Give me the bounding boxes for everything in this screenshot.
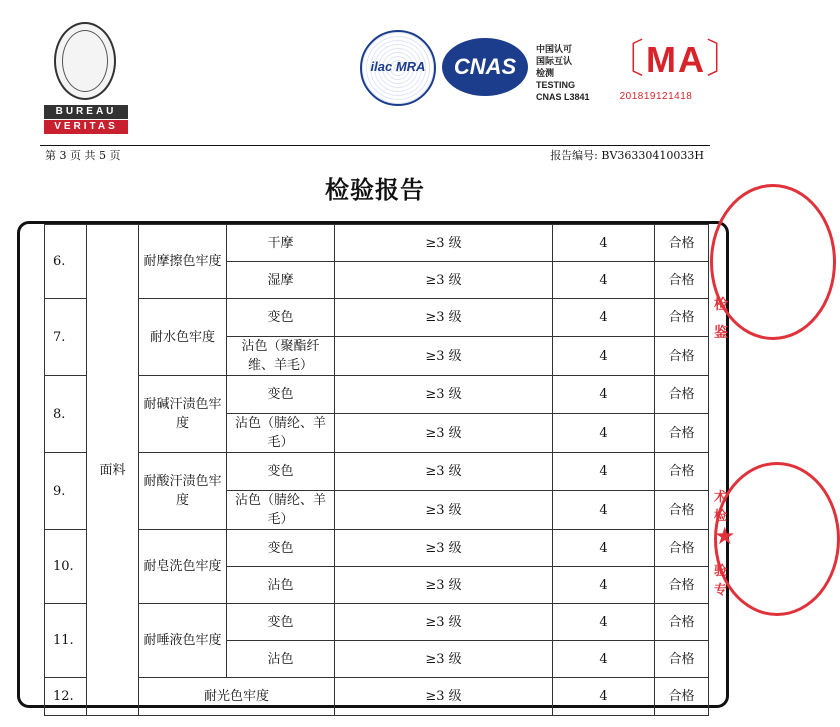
table-row — [45, 376, 709, 414]
test-results-table — [44, 224, 709, 716]
item-number: 11. — [45, 604, 87, 678]
requirement-cell: ≥3 级 — [335, 337, 553, 376]
result-cell: 4 — [553, 262, 655, 299]
requirement-cell: ≥3 级 — [335, 678, 553, 716]
table-row — [45, 299, 709, 337]
requirement-cell: ≥3 级 — [335, 530, 553, 567]
bv-logo-word-top: BUREAU — [44, 105, 128, 119]
item-number: 9. — [45, 453, 87, 530]
table-row — [45, 453, 709, 491]
item-number: 12. — [45, 678, 87, 716]
table-row — [45, 530, 709, 567]
verdict-cell: 合格 — [655, 567, 709, 604]
page-info: 第 3 页 共 5 页 — [45, 149, 121, 162]
condition-cell: 沾色（聚酯纤维、羊毛） — [227, 337, 335, 376]
requirement-cell: ≥3 级 — [335, 376, 553, 414]
condition-cell: 沾色（腈纶、羊毛） — [227, 491, 335, 530]
condition-cell: 变色 — [227, 530, 335, 567]
condition-cell: 变色 — [227, 453, 335, 491]
result-cell: 4 — [553, 491, 655, 530]
cnas-logo: CNAS — [442, 38, 528, 96]
item-number: 6. — [45, 225, 87, 299]
item-name: 耐酸汗渍色牢度 — [139, 453, 227, 530]
table-row — [45, 225, 709, 262]
stamp-fragment-4: 验专 — [714, 564, 728, 598]
report-table-panel — [17, 221, 736, 708]
verdict-cell: 合格 — [655, 491, 709, 530]
condition-cell: 变色 — [227, 299, 335, 337]
verdict-cell: 合格 — [655, 225, 709, 262]
verdict-cell: 合格 — [655, 453, 709, 491]
condition-cell: 变色 — [227, 376, 335, 414]
item-number: 8. — [45, 376, 87, 453]
table-row — [45, 604, 709, 641]
condition-cell: 沾色 — [227, 641, 335, 678]
result-cell: 4 — [553, 604, 655, 641]
result-cell: 4 — [553, 567, 655, 604]
result-cell: 4 — [553, 530, 655, 567]
item-name: 耐水色牢度 — [139, 299, 227, 376]
bv-logo-word-bottom: VERITAS — [44, 120, 128, 134]
ilac-logo-text: ilac MRA — [370, 59, 426, 74]
table-row — [45, 678, 709, 716]
requirement-cell: ≥3 级 — [335, 604, 553, 641]
requirement-cell: ≥3 级 — [335, 299, 553, 337]
star-icon: ★ — [714, 522, 736, 550]
verdict-cell: 合格 — [655, 262, 709, 299]
result-cell: 4 — [553, 453, 655, 491]
verdict-cell: 合格 — [655, 641, 709, 678]
requirement-cell: ≥3 级 — [335, 414, 553, 453]
requirement-cell: ≥3 级 — [335, 567, 553, 604]
requirement-cell: ≥3 级 — [335, 225, 553, 262]
result-cell: 4 — [553, 376, 655, 414]
requirement-cell: ≥3 级 — [335, 491, 553, 530]
requirement-cell: ≥3 级 — [335, 453, 553, 491]
stamp-fragment-3: 术检 — [714, 490, 728, 524]
cma-logo-text: MA — [646, 39, 706, 80]
condition-cell: 沾色（腈纶、羊毛） — [227, 414, 335, 453]
condition-cell: 湿摩 — [227, 262, 335, 299]
item-name: 耐皂洗色牢度 — [139, 530, 227, 604]
condition-cell: 沾色 — [227, 567, 335, 604]
condition-cell: 变色 — [227, 604, 335, 641]
result-cell: 4 — [553, 414, 655, 453]
header-rule — [40, 145, 710, 146]
red-stamp-upper — [710, 184, 836, 340]
report-number: 报告编号: BV36330410033H — [550, 149, 704, 162]
result-cell: 4 — [553, 678, 655, 716]
bv-seal-icon — [54, 22, 116, 100]
item-number: 10. — [45, 530, 87, 604]
item-name: 耐唾液色牢度 — [139, 604, 227, 678]
category-cell: 面料 — [87, 225, 139, 716]
item-number: 7. — [45, 299, 87, 376]
cma-logo: 〔MA〕 — [604, 37, 748, 81]
verdict-cell: 合格 — [655, 337, 709, 376]
verdict-cell: 合格 — [655, 414, 709, 453]
stamp-fragment-1: 检 — [714, 297, 728, 313]
verdict-cell: 合格 — [655, 299, 709, 337]
item-name: 耐摩擦色牢度 — [139, 225, 227, 299]
stamp-fragment-2: 鉴 — [714, 325, 728, 341]
bureau-veritas-logo — [44, 22, 128, 132]
requirement-cell: ≥3 级 — [335, 641, 553, 678]
verdict-cell: 合格 — [655, 678, 709, 716]
cma-number: 201819121418 — [619, 91, 693, 102]
result-cell: 4 — [553, 299, 655, 337]
item-name: 耐光色牢度 — [139, 678, 335, 716]
report-title: 检验报告 — [325, 176, 425, 204]
result-cell: 4 — [553, 337, 655, 376]
verdict-cell: 合格 — [655, 376, 709, 414]
ilac-mra-logo — [360, 30, 436, 106]
cnas-caption: 中国认可 国际互认 检测 TESTING CNAS L3841 — [536, 44, 590, 102]
item-name: 耐碱汗渍色牢度 — [139, 376, 227, 453]
result-cell: 4 — [553, 225, 655, 262]
condition-cell: 干摩 — [227, 225, 335, 262]
result-cell: 4 — [553, 641, 655, 678]
verdict-cell: 合格 — [655, 604, 709, 641]
verdict-cell: 合格 — [655, 530, 709, 567]
requirement-cell: ≥3 级 — [335, 262, 553, 299]
